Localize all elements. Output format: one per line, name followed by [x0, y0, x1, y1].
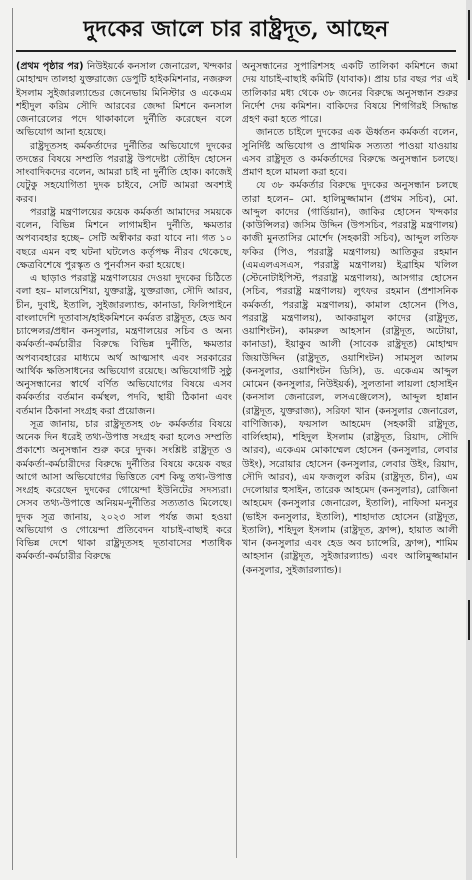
article-paragraph: অনুসন্ধানের সুপারিশসহ একটি তালিকা কমিশনে জমা দেয় যাচাই-বাছাই কমিটি (যাবাক)। প্রায় চার বছর পর এই তালিকার মধ্য থেকে ৩৮ জনের বিরুদ্ধে অনুসন্ধান শুরুর নির্দেশ দেয় কমিশন। বাকিদের বিষয়ে শিগগিরই সিদ্ধান্ত গ্রহণ করা হতে পারে।	[242, 61, 458, 125]
continued-label: (প্রথম পৃষ্ঠার পর)	[16, 61, 84, 72]
paragraph-text: নিউইয়র্কে কনসাল জেনারেল, খন্দকার মোহাম্মদ তালহা যুক্তরাজ্যে ডেপুটি হাইকমিশনার, নজরুল ইসলাম সুইজারল্যান্ডের জেনেভায় মিনিস্টার ও একেএম শহীদুল করিম সৌদি আরবের জেদ্দা মিশনে কনসাল জেনারেলের পদে থাকাকালে দুর্নীতি করেছেন বলে অভিযোগ আনা হয়েছে।	[16, 61, 232, 139]
column-rule-left	[12, 8, 13, 870]
article-paragraph: পররাষ্ট্র মন্ত্রণালয়ের কয়েক কর্মকর্তা আমাদের সময়কে বলেন, বিভিন্ন মিশনে লাগামহীন দুর্নীতি, ক্ষমতার অপব্যবহার হচ্ছে– সেটি অস্বীকার করা যাবে না। গত ১০ বছরে এমন বহু ঘটনা ঘটলেও কর্তৃপক্ষ নীরব থেকেছে, ক্ষেত্রবিশেষে পুরস্কৃত ও পুনর্বাসন করা হয়েছে।	[16, 206, 232, 271]
article-paragraph: রাষ্ট্রদূতসহ কর্মকর্তাদের দুর্নীতির অভিযোগে দুদকের তদন্তের বিষয়ে সম্প্রতি পররাষ্ট্র উপদেষ্টা তৌহিদ হোসেন সাংবাদিকদের বলেন, আমরা চাই না দুর্নীতি হোক। কাজেই যেটুকু সহযোগিতা দুদক চাইবে, সেটি আমরা অবশ্যই করব।	[16, 140, 232, 205]
edge-mark	[468, 600, 470, 640]
article-column-right	[242, 60, 458, 858]
column-divider	[236, 60, 237, 858]
article-paragraph: সূত্র জানায়, চার রাষ্ট্রদূতসহ ৩৮ কর্মকর্তার বিষয়ে অনেক দিন ধরেই তথ্য-উপাত্ত সংগ্রহ করা হলেও সম্প্রতি প্রকাশ্যে অনুসন্ধান শুরু করে দুদক। সংশ্লিষ্ট রাষ্ট্রদূত ও কর্মকর্তা-কর্মচারীদের বিরুদ্ধে দুর্নীতির বিষয়ে কয়েক বছর আগে আসা অভিযোগের ভিত্তিতে বেশ কিছু তথ্য-উপাত্ত সংগ্রহ করেছেন দুদকের গোয়েন্দা ইউনিটের সদস্যরা। সেসব তথ্য-উপাত্তে অনিয়ম-দুর্নীতির সত্যতাও মিলেছে। দুদক সূত্র জানায়, ২০২৩ সাল পর্যন্ত জমা হওয়া অভিযোগ ও গোয়েন্দা প্রতিবেদন যাচাই-বাছাই করে বিভিন্ন দেশে থাকা রাষ্ট্রদূতসহ দূতাবাসের শতাধিক কর্মকর্তা-কর্মচারীর বিরুদ্ধে	[16, 418, 232, 563]
edge-mark	[468, 440, 470, 560]
adjacent-page-edge	[466, 0, 472, 880]
article-paragraph	[16, 60, 232, 140]
article-paragraph: জানতে চাইলে দুদকের এক ঊর্ধ্বতন কর্মকর্তা বলেন, সুনির্দিষ্ট অভিযোগ ও প্রাথমিক সত্যতা পাওয়া যাওয়ায় এসব রাষ্ট্রদূত ও কর্মকর্তাদের বিরুদ্ধে অনুসন্ধান চলছে। প্রমাণ হলে মামলা করা হবে।	[242, 127, 458, 178]
article-column-left	[16, 60, 232, 858]
article-headline: দুদকের জালে চার রাষ্ট্রদূত, আছেন	[16, 10, 456, 52]
article-paragraph: এ ছাড়াও পররাষ্ট্র মন্ত্রণালয়ের দেওয়া দুদকের চিঠিতে বলা হয়– মালয়েশিয়া, যুক্তরাষ্ট্র, যুক্তরাজ্য, সৌদি আরব, চীন, দুবাই, ইতালি, সুইজারল্যান্ড, কানাডা, ফিলিপাইনে বাংলাদেশি দূতাবাস/হাইকমিশনে কর্মরত রাষ্ট্রদূত, হেড অব চ্যান্সেলর/প্রধান কনসুলার, মন্ত্রণালয়ের সচিব ও অন্য কর্মকর্তা-কর্মচারীর বিরুদ্ধে বিভিন্ন দুর্নীতি, ক্ষমতার অপব্যবহারের মাধ্যমে অর্থ আত্মসাৎ এবং সরকারের আর্থিক ক্ষতিসাধনের অভিযোগ রয়েছে। অভিযোগটি সুষ্ঠু অনুসন্ধানের স্বার্থে বর্ণিত অভিযোগের বিষয়ে এসব কর্মকর্তার বর্তমান কর্মস্থল, পদবি, স্থায়ী ঠিকানা এবং বর্তমান ঠিকানা সংগ্রহ করা প্রয়োজন।	[16, 273, 232, 417]
article-paragraph: যে ৩৮ কর্মকর্তার বিরুদ্ধে দুদকের অনুসন্ধান চলছে তারা হলেন– মো. হালিমুজ্জামান (প্রথম সচিব), মো. আব্দুল কাদের (গার্ডিয়ান), জাকির হোসেন খন্দকার (কাউন্সিলর) জসিম উদ্দিন (উপসচিব, পররাষ্ট্র মন্ত্রণালয়) কাজী মুনতাসির মোর্শেদ (সহকারী সচিব), আব্দুল লতিফ ফকির (পিও, পররাষ্ট্র মন্ত্রণালয়) আতিকুর রহমান (এমএলএসএস, পররাষ্ট্র মন্ত্রণালয়) ইব্রাহিম খলিল (স্টেনোটাইপিস্ট, পররাষ্ট্র মন্ত্রণালয়), আসগার হোসেন (সচিব, পররাষ্ট্র মন্ত্রণালয়) লুৎফর রহমান (প্রশাসনিক কর্মকর্তা, পররাষ্ট্র মন্ত্রণালয়), কামাল হোসেন (পিও, পররাষ্ট্র মন্ত্রণালয়), আকরামুল কাদের (রাষ্ট্রদূত, ওয়াশিংটন), কামরুল আহসান (রাষ্ট্রদূত, অটোয়া, কানাডা), ইয়াকুব আলী (সাবেক রাষ্ট্রদূত) মোহাম্মদ জিয়াউদ্দিন (রাষ্ট্রদূত, ওয়াশিংটন) সামসুল আলম (কনসুলার, ওয়াশিংটন ডিসি), ড. একেএম আব্দুল মোমেন (কনসুলার, নিউইয়র্ক), সুলতানা লায়লা হোসাইন (কনসাল জেনারেল, লসএঞ্জেলেস), আব্দুল হান্নান (রাষ্ট্রদূত, যুক্তরাজ্য), সরিফা খান (কনসুলার জেনারেল, বাণিজ্যিক), ফয়সাল আহমেদ (সহকারী রাষ্ট্রদূত, বার্লিংহাম), শহিদুল ইসলাম (রাষ্ট্রদূত, রিয়াদ, সৌদি আরব), একেএম মোকাম্মেল হোসেন (কনসুলার, লেবার উইং), সরোয়ার হোসেন (কনসুলার, লেবার উইং, রিয়াদ, সৌদি আরব), এম ফজলুল করিম (রাষ্ট্রদূত, চীন), এম দেলোয়ার হুসাইন, তারেক আহমেদ (কনসুলার), রোজিনা আহমেদ (কনসুলার জেনারেল, ইতালি), নাফিসা মনসুর (ভাইস কনসুলার, ইতালি), শাহাদাত হোসেন (রাষ্ট্রদূত, ইতালি), শহিদুল ইসলাম (রাষ্ট্রদূত, ফ্রান্স), হায়াত আলী খান (কনসুলার এবং হেড অব চ্যান্সেরি, ফ্রান্স), শামিম আহসান (রাষ্ট্রদূত, সুইজারল্যান্ড) এবং আলিমুজ্জামান (কনসুলার, সুইজারল্যান্ড)।	[242, 180, 458, 576]
edge-mark	[468, 10, 470, 80]
